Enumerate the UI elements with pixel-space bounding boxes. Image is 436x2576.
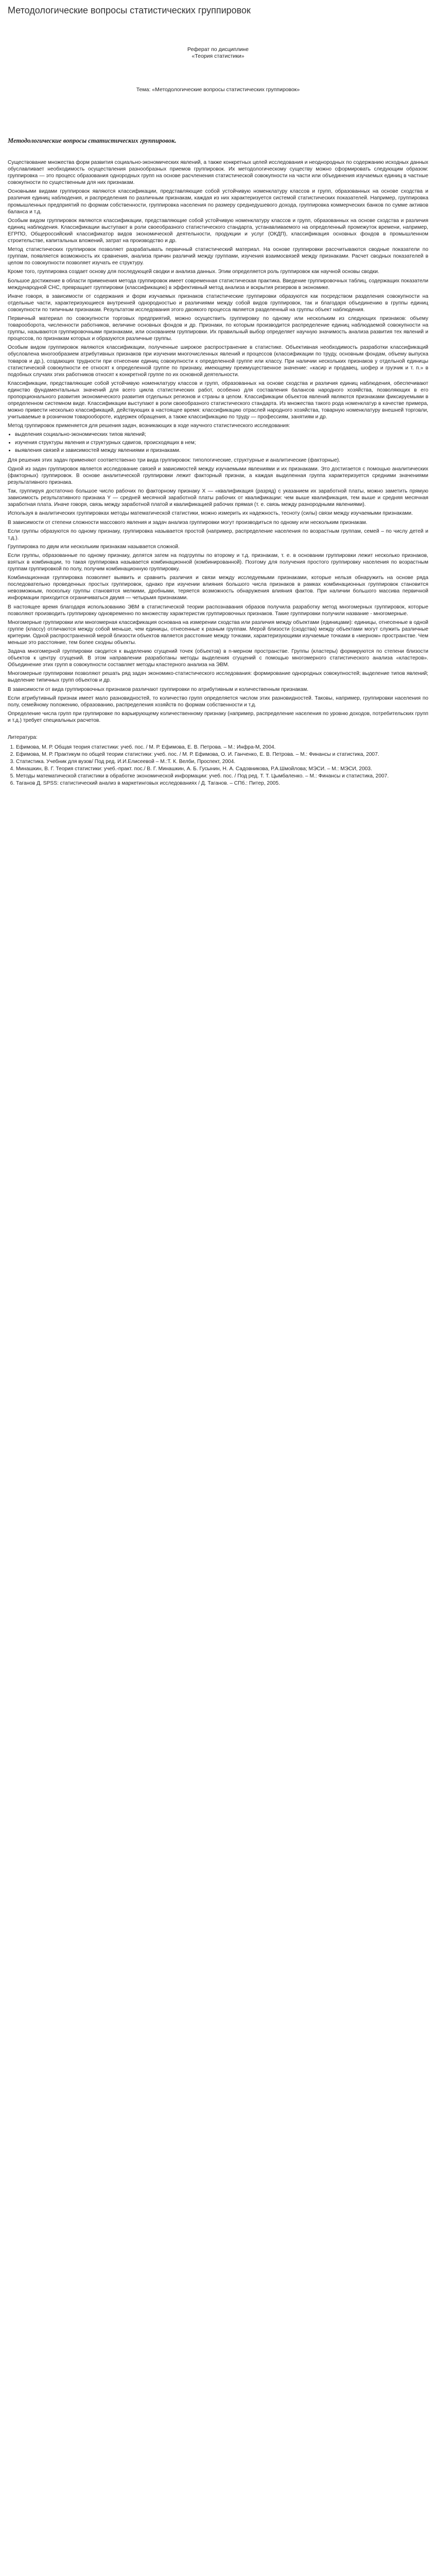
paragraph: Для решения этих задач применяют соответственно три вида группировок: типологические, структурные и аналитические (факторные). [8,457,341,463]
literature-item: 4. Минашкин, В. Г. Теория статистики: учеб.-практ. пос./ В. Г. Минашкин, А. Б. Гусынин, Н. А. Садовникова, Р.А.Шмойлова; МЭСИ. – М.: МЭСИ, 2003. [16,766,428,772]
page-title: Методологические вопросы статистических группировок [8,5,251,15]
paragraph: Существование множества форм развития социально-экономических явлений, а также конкретных целей исследования и неоднородных по содержанию исходных данных обуславливает необходимость осуществления разнообразных приемов группировок. Их методологическому существу можно сформировать следующим образом: группировка — это процесс образования однородных групп на основе расчленения статистической совокупности на части или объединения изучаемых единиц в частные совокупности по существенным для них признакам. [8,160,428,186]
literature-item: 2. Ефимова, М. Р. Практикум по общей теории статистики: учеб. пос. / М. Р. Ефимова, О. И. Ганченко, Е. В. Петрова. – М.: Финансы и статистика, 2007. [16,751,428,758]
cover-line-discipline: Реферат по дисциплине [187,46,249,53]
tasks-list [8,431,428,453]
paragraph: Первичный материал по совокупности торговых предприятий, можно осуществить группировку по одному или нескольким из следующих признаков: объему товарооборота, численности работников, величине основных фондов и др. Признаки, по которым производится распределение единиц наблюдаемой совокупности на группы, называются группировочными признаками, или основанием группировки. Их правильный выбор определяет научную значимость анализа развития тех явлений и процессов, по признакам которых и образуются различные группы. [8,315,428,342]
paragraph: Комбинационная группировка позволяет выявить и сравнить различия и связи между исследуемыми признаками, которые нельзя обнаружить на основе ряда последовательно проведенных простых группировок, однако при изучении влияния большого числа признаков в рамках комбинационных группировок становится невозможным, поскольку группы становятся мелкими, дробными, теряется возможность обнаружения влияния фактов. При наличии большого массива первичной информации приходится ограничиваться двумя — четырьмя признаками. [8,575,428,601]
paragraph: Кроме того, группировка создает основу для последующей сводки и анализа данных. Этим определяется роль группировок как научной основы сводки. [8,269,379,275]
paragraph: Многомерные группировки или многомерная классификация основана на измерении сходства или различия между объектами (единицами): единицы, отнесенные в одной группе (классу) отличаются между собой меньше, чем единицы, отнесенные к разным группам. Мерой близости (сходства) между объектами могут служить различные критерии. Одной распространенной мерой близости объектов является расстояние между точками, характеризующими изучаемые точками в «мерном» пространстве. Чем меньше это расстояние, тем более сходны объекты. [8,619,428,646]
paragraph: Группировка по двум или нескольким признакам называется сложной. [8,544,180,550]
paragraph: Многомерные группировки позволяют решать ряд задач экономико-статистического исследования: формирование однородных совокупностей; выделение типов явлений; выделение типичных групп объектов и др. [8,671,428,684]
paragraph: Особым видом группировок являются классификации, полученные широкое распространение в статистике. Объективная необходимость разработки классификаций обусловлена многообразием атрибутивных признаков при изучении многочисленных явлений и процессов (классификации по труду, основным фондам, объему выпуска товаров и др.), создающих трудности при отнесении единиц совокупности к определенной группе или классу. При наличии нескольких признаков у отдельной единицы статистической совокупности ее относят к определенной группе по признаку, имеющему преимущественное значение: «касир и продавец, шофер и грузчик и т. п.» в подобных случаях этих работников относят к конкретной группе по их основной деятельности. [8,345,428,378]
document-body [8,159,428,724]
literature-heading: Литература: [8,735,38,741]
literature-item: 5. Методы математической статистики в обработке экономической информации: учеб. пос. / Под ред. Т. Т. Цымбаленко. – М.: Финансы и статистика, 2007. [16,773,428,779]
literature-item: 1. Ефимова, М. Р. Общая теория статистики: учеб. пос. / М. Р. Ефимова, Е. В. Петрова. – М.: Инфра-М, 2004. [16,744,428,751]
paragraph: Определение числа групп при группировке по варьирующему количественному признаку (например, распределение населения по уровню доходов, потребительских групп и т.д.) требует специальных расчетов. [8,710,428,723]
paragraph: Одной из задач группировок является исследование связей и зависимостей между изучаемыми явлениями и их признаками. Это достигается с помощью аналитических (факторных) группировок. В основе аналитической группировки лежит факторный признак, а каждая выделенная группа характеризуется средними значениями результативного признака. [8,466,428,486]
paragraph: Если группы образуются по одному признаку, группировка называется простой (например, распределение населения по возрастным группам, семей – по числу детей и т.д.). [8,528,428,541]
paragraph: Используя в аналитических группировках методы математической статистики, можно измерить их надежность, тесноту (силы) связи между изучаемыми признаками. [8,511,413,517]
cover-theme: Тема: «Методологические вопросы статистических группировок» [136,87,300,93]
literature-list [8,744,428,787]
paragraph: Классификации, представляющие собой устойчивую номенклатуру классов и групп, образованных на основе сходства и различия единиц наблюдения, обеспечивают единство фундаментальных значений для всего цикла статистических работ, особенно для составления балансов народного хозяйства, позволяющих в его пропорционального развития экономического развития отдельных регионов и страны в целом. Классификации объектов явлений являются признаками фиксируемыми в определенном системном виде. Классификации выступают в роли своеобразного статистического стандарта. Из множества такого рода номенклатур в качестве примера, можно привести несколько классификаций, действующих в настоящее время: классификацию отраслей народного хозяйства, товарную номенклатуру внешней торговли, учитываемые в розничном товарообороте, издержек обращения, а также классификацию по труду — профессиям, занятиям и др. [8,380,428,420]
paragraph: Иначе говоря, в зависимости от содержания и форм изучаемых признаков статистические группировки образуются как посредством разделения совокупности на отдельные части, характеризующиеся внутренней однородностью и различиями между собой видов группировок, так и благодаря объединению в группы единиц совокупности по типичным признакам. Результатом исследования этого двоякого процесса является разделенный на группы объект наблюдения. [8,293,428,313]
list-item: • изучения структуры явления и структурных сдвигов, происходящих в нем; [15,439,428,446]
paragraph: Задача многомерной группировки сводится к выделению сгущений точек (объектов) в n-мерном пространстве. Группы (кластеры) формируются по степени близости объектов к центру сгущений. В этом направлении разработаны методы выделения сгущений с помощью многомерного статистического анализа «кластеров». Объединение этих групп в совокупности составляет методы кластерного анализа на ЭВМ. [8,649,428,668]
document-page [0,0,436,787]
paragraph: Если атрибутивный признак имеет мало разновидностей, то количество групп определяется числом этих разновидностей. Таковы, например, группировки населения по полу, семейному положению, образованию, распределения хозяйств по формам собственности и т.д. [8,695,428,708]
paragraph: Метод группировок применяется для решения задач, возникающих в ходе научного статистического исследования: [8,423,290,429]
paragraph: В зависимости от вида группировочных признаков различают группировки по атрибутивным и количественным признакам. [8,686,309,692]
paragraph: Основными видами группировок являются классификации, представляющие собой устойчивую номенклатуру классов и групп, образованных на основе сходства и различия единиц наблюдения, и распределения по различным признакам, каждая из них характеризуется системой статистических показателей. Например, группировка промышленных предприятий по формам собственности, группировка населения по размеру среднедушевого дохода, группировка коммерческих банков по сумме активов баланса и т.д. [8,189,428,215]
section-heading: Методологические вопросы статистических группировок. [8,137,177,144]
cover-block [8,46,428,60]
paragraph: Большое достижение в области применения метода группировок имеет современная статистическая практика. Введение группировочных таблиц, содержащих показатели международной СНС, превращает группировки (классификацию) в эффективный метод анализа и вскрытия резервов в экономике. [8,278,428,291]
list-item: • выявления связей и зависимостей между явлениями и признаками. [15,447,428,454]
literature-item: 6. Таганов Д. SPSS: статистический анализ в маркетинговых исследованиях / Д. Таганов. – СПб.: Питер, 2005. [16,780,428,787]
literature-section [8,734,428,787]
list-item: • выделения социально-экономических типов явлений; [15,431,428,438]
paragraph: В настоящее время благодаря использованию ЭВМ в статистической теории распознавания образов получила разработку метод многомерных группировок, которые позволяют производить группировку одновременно по множеству характеристик группировочных признаков. Такие группировки получили название - многомерные. [8,604,428,617]
paragraph: Метод статистических группировок позволяет разрабатывать первичный статистический материал. На основе группировки рассчитываются сводные показатели по группам, появляется возможность их сравнения, анализа причин различий между группами, изучения взаимосвязей между признаками. Расчет сводных показателей в целом по совокупности позволяет изучать ее структуру. [8,247,428,266]
literature-item: 3. Статистика. Учебник для вузов/ Под ред. И.И.Елисеевой – М.:Т. К. Велби, Проспект, 2004. [16,758,428,765]
paragraph: Особым видом группировок являются классификации, представляющие собой устойчивую номенклатуру классов и групп, образованных на основе сходства и различия единиц наблюдения. Классификации выступают в роли своеобразного статистического стандарта, устанавливаемого на определенный промежуток времени, например, ЕГРПО, Общероссийский классификатор видов экономической деятельности, продукции и услуг (ОКДП), классификация основных фондов в промышленном строительстве, капитальных вложений, затрат на производство и др. [8,217,428,244]
paragraph: Если группы, образованные по одному признаку, делятся затем на подгруппы по второму и т.д. признакам, т. е. в основании группировки лежит несколько признаков, взятых в комбинации, то такая группировка называется комбинационной (комбинированной). Поэтому для получения простого группировку населения по возрастным группам группировкой по полу, получим комбинационную группировку. [8,552,428,572]
cover-line-subject: «Теория статистики» [191,53,245,59]
paragraph: В зависимости от степени сложности массового явления и задач анализа группировки могут производиться по одному или нескольким признакам. [8,519,368,526]
paragraph: Так, группируя достаточно большое число рабочих по факторному признаку X — «квалификация (разряд) с указанием их заработной платы, можно заметить прямую зависимость результативного признака Y — средней месячной заработной платы рабочих от квалификации: чем выше квалификация, тем выше и средняя месячная заработная плата. Иначе говоря, связь между заработной платой и квалификацией рабочих прямая (т. е. связь между разнородными явлениями). [8,488,428,508]
